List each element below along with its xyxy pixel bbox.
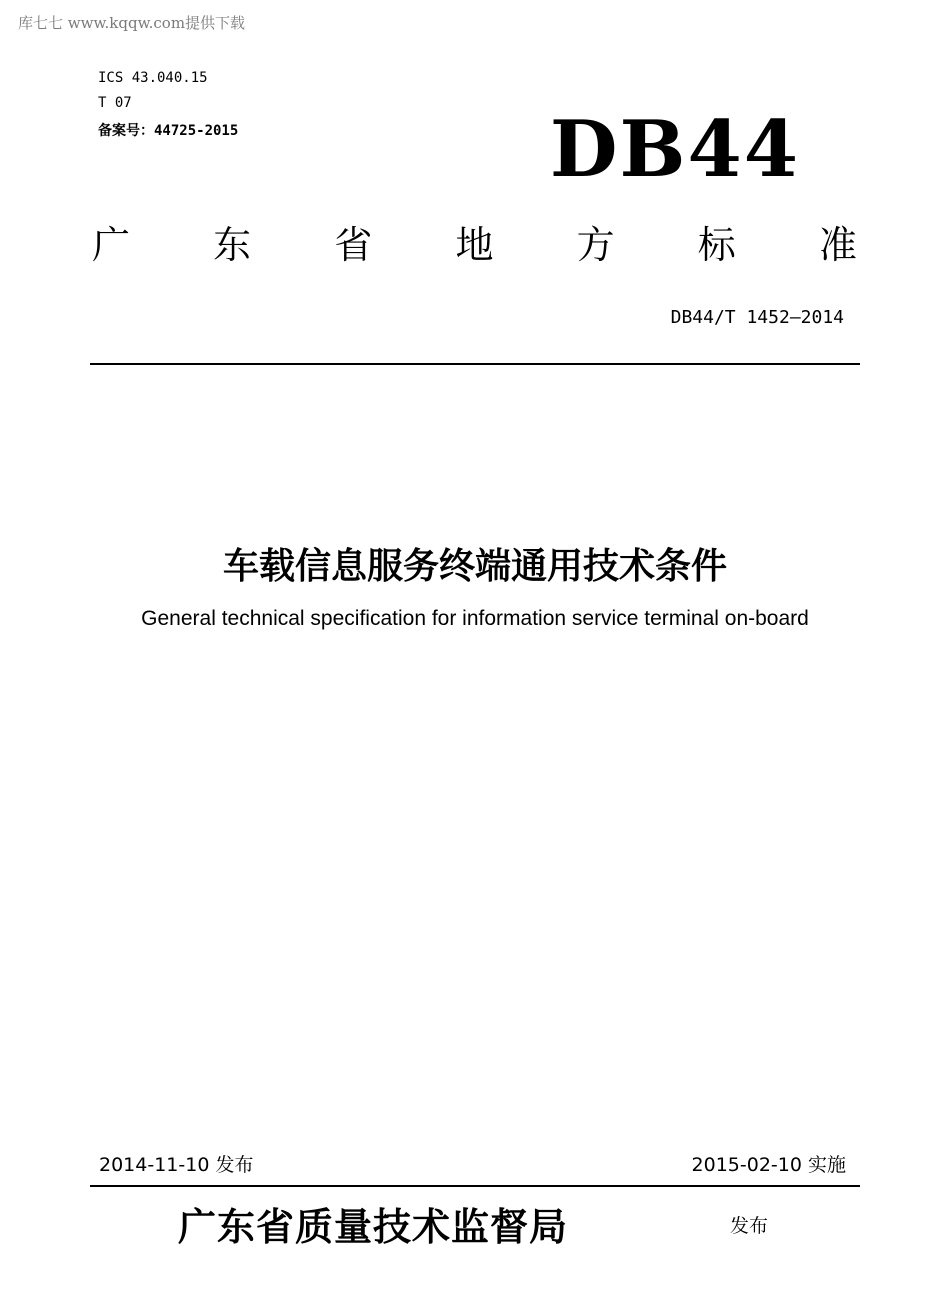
standard-type-heading: [92, 214, 857, 269]
top-divider: [90, 363, 860, 365]
publisher-name: 广东省质量技术监督局: [178, 1204, 569, 1249]
classification-code: T 07: [98, 95, 132, 111]
document-title-chinese: 车载信息服务终端通用技术条件: [222, 546, 727, 587]
standard-type-char: 广: [92, 223, 131, 267]
standard-number: DB44/T 1452—2014: [670, 307, 844, 328]
issue-date: 2014-11-10 发布: [99, 1154, 254, 1176]
standard-code-logo: DB44: [549, 104, 800, 195]
standard-type-char: 准: [818, 223, 857, 267]
record-number: 备案号：44725-2015: [98, 123, 239, 139]
standard-type-char: 方: [576, 223, 615, 267]
standard-type-char: 标: [697, 223, 736, 267]
document-title-english: General technical specification for information service terminal on-board: [141, 607, 809, 630]
publisher-suffix: 发布: [730, 1215, 769, 1237]
bottom-divider: [90, 1185, 860, 1187]
implementation-date: 2015-02-10 实施: [691, 1154, 846, 1176]
standard-type-char: 地: [455, 223, 494, 267]
watermark-text: 库七七 www.kqqw.com提供下载: [18, 14, 246, 32]
ics-code: ICS 43.040.15: [98, 70, 208, 86]
standard-type-char: 省: [334, 223, 373, 267]
standard-type-char: 东: [213, 223, 252, 267]
